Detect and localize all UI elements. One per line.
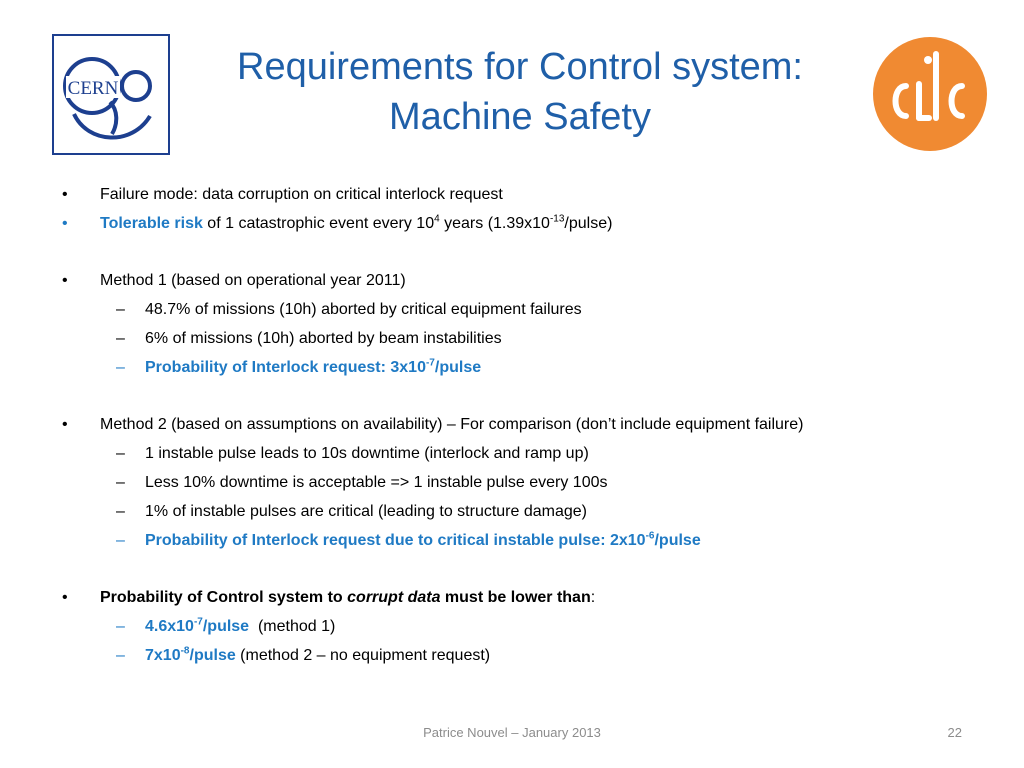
- method2-result-sup: -6: [645, 530, 655, 542]
- dash-marker: –: [116, 647, 125, 664]
- tolerable-risk-sup2: -13: [549, 213, 565, 225]
- tolerable-risk-text-c: /pulse): [564, 215, 613, 232]
- conclusion-text-b: must be lower than: [440, 589, 591, 606]
- value2-b: /pulse: [189, 647, 236, 664]
- value2-note: (method 2 – no equipment request): [235, 647, 491, 664]
- method1-result-sup: -7: [425, 357, 435, 369]
- value1-b: /pulse: [202, 618, 250, 635]
- dash-marker: –: [116, 618, 125, 635]
- bullet-2-marker: •: [62, 215, 68, 232]
- bullet-3-marker: •: [62, 272, 68, 289]
- dash-marker: –: [116, 359, 125, 376]
- bullet-method-2: Method 2 (based on assumptions on availability) – For comparison (don’t include equipment failure): [100, 416, 804, 433]
- conclusion-colon: :: [590, 589, 596, 606]
- page-number: 22: [947, 725, 962, 740]
- tolerable-risk-text-b: years (1.39x10: [439, 215, 550, 232]
- method1-item: 48.7% of missions (10h) aborted by critical equipment failures: [145, 301, 582, 318]
- dash-marker: –: [116, 503, 125, 520]
- method1-result-text-b: /pulse: [434, 359, 482, 376]
- dash-marker: –: [116, 445, 125, 462]
- dash-marker: –: [116, 532, 125, 549]
- title-line-2: Machine Safety: [389, 96, 651, 138]
- method2-result-text-b: /pulse: [654, 532, 701, 549]
- method2-item: 1 instable pulse leads to 10s downtime (interlock and ramp up): [145, 445, 589, 462]
- bullet-4-marker: •: [62, 416, 68, 433]
- method1-result-text-a: Probability of Interlock request: 3x10: [145, 359, 426, 376]
- dash-marker: –: [116, 301, 125, 318]
- conclusion-value-2: [145, 645, 490, 667]
- tolerable-risk-highlight: Tolerable risk: [100, 215, 203, 232]
- bullet-conclusion: [100, 587, 595, 609]
- tolerable-risk-sup1: 4: [434, 213, 440, 225]
- bullet-tolerable-risk: [100, 213, 612, 235]
- footer-author-date: Patrice Nouvel – January 2013: [423, 725, 601, 740]
- dash-marker: –: [116, 330, 125, 347]
- conclusion-text-a: Probability of Control system to: [100, 589, 348, 606]
- dash-marker: –: [116, 474, 125, 491]
- method2-result-text-a: Probability of Interlock request due to critical instable pulse: 2x10: [145, 532, 646, 549]
- bullet-1-marker: •: [62, 186, 68, 203]
- bullet-failure-mode: Failure mode: data corruption on critical interlock request: [100, 186, 503, 203]
- value2-sup: -8: [180, 645, 190, 657]
- method1-result: [145, 357, 481, 379]
- value2-a: 7x10: [145, 647, 181, 664]
- value1-a: 4.6x10: [145, 618, 194, 635]
- value1-sup: -7: [193, 616, 203, 628]
- method2-result: [145, 530, 701, 552]
- method1-item: 6% of missions (10h) aborted by beam instabilities: [145, 330, 502, 347]
- method2-item: 1% of instable pulses are critical (leading to structure damage): [145, 503, 587, 520]
- title-line-1: Requirements for Control system:: [237, 46, 803, 88]
- value1-note: (method 1): [249, 618, 336, 635]
- conclusion-value-1: [145, 616, 335, 638]
- bullet-method-1: Method 1 (based on operational year 2011): [100, 272, 406, 289]
- cern-logo-text: CERN: [67, 78, 119, 99]
- bullet-5-marker: •: [62, 589, 68, 606]
- method2-item: Less 10% downtime is acceptable => 1 instable pulse every 100s: [145, 474, 608, 491]
- conclusion-italic: corrupt data: [347, 589, 441, 606]
- tolerable-risk-text-a: of 1 catastrophic event every 10: [202, 215, 435, 232]
